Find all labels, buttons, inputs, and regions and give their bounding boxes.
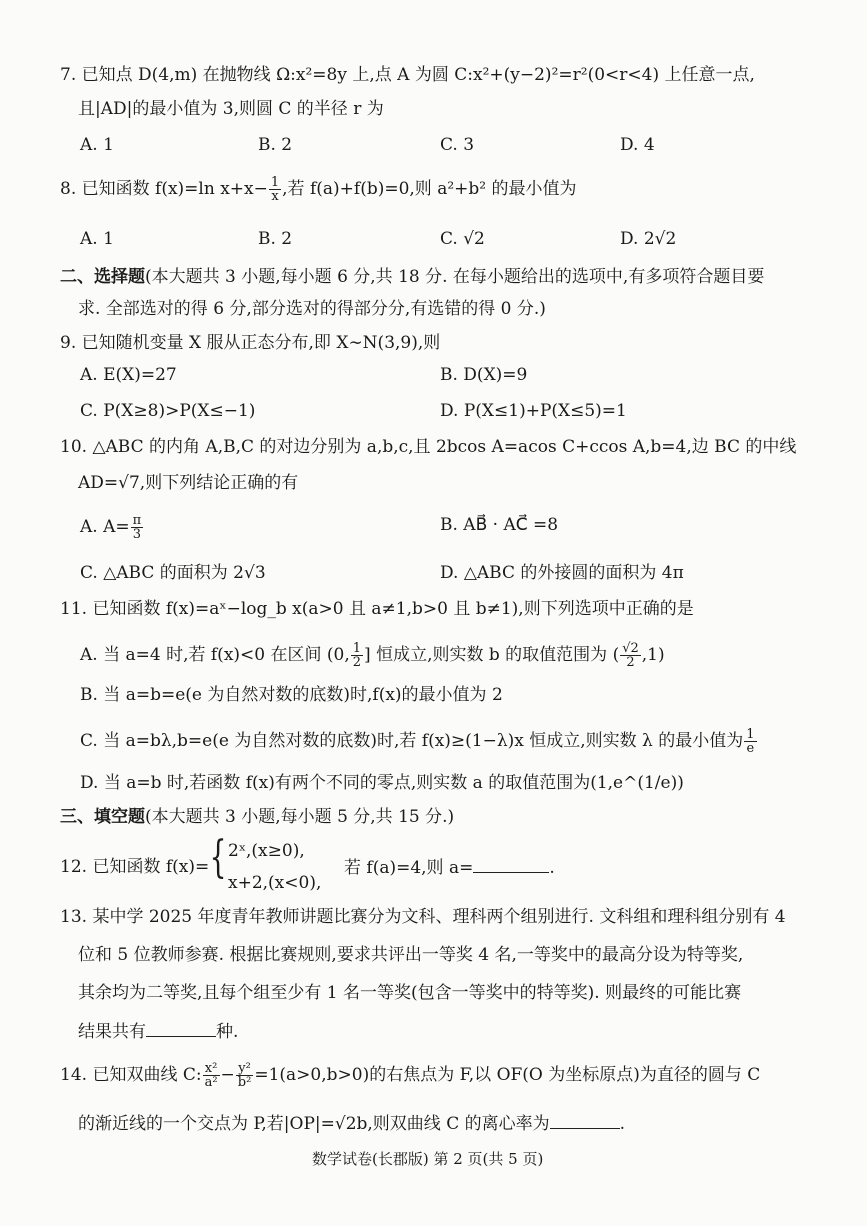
q10-option-a-den: 3	[132, 527, 142, 542]
q10-option-a-num: π	[132, 513, 142, 528]
section3-heading: 三、填空题	[60, 807, 145, 827]
q10-option-b: B. AB⃗ · AC⃗ =8	[440, 515, 559, 535]
q14-line2-prefix: 的渐近线的一个交点为 P,若|OP|=√2b,则双曲线 C 的离心率为	[78, 1114, 550, 1134]
page-footer: 数学试卷(长郡版) 第 2 页(共 5 页)	[312, 1150, 544, 1168]
q9-option-b: B. D(X)=9	[440, 365, 528, 385]
q11-option-a-frac1-num: 1	[352, 641, 362, 656]
q9-option-a: A. E(X)=27	[80, 365, 177, 385]
q7-option-a: A. 1	[80, 135, 114, 155]
q8-suffix: ,若 f(a)+f(b)=0,则 a²+b² 的最小值为	[282, 179, 577, 199]
q11-option-a-mid: ] 恒成立,则实数 b 的取值范围为 (	[364, 645, 620, 665]
q10-line2: AD=√7,则下列结论正确的有	[78, 473, 299, 493]
q10-option-c: C. △ABC 的面积为 2√3	[80, 563, 266, 583]
q14-line1	[60, 1062, 760, 1089]
q10-line1: 10. △ABC 的内角 A,B,C 的对边分别为 a,b,c,且 2bcos A=acos C+ccos A,b=4,边 BC 的中线	[60, 437, 797, 457]
q9-option-c: C. P(X≥8)>P(X≤−1)	[80, 401, 256, 421]
q12-suffix-line	[344, 856, 555, 879]
q8-fraction	[269, 176, 281, 203]
q14-minus: −	[220, 1065, 235, 1085]
q14-line1-suffix: =1(a>0,b>0)的右焦点为 F,以 OF(O 为坐标原点)为直径的圆与 C	[254, 1065, 761, 1085]
q11-option-a-frac2-den: 2	[626, 655, 635, 670]
section2-heading: 二、选择题	[60, 267, 145, 287]
q13-line2: 位和 5 位教师参赛. 根据比赛规则,要求共评出一等奖 4 名,一等奖中的最高分设为特等奖,	[78, 945, 744, 965]
q13-line1: 13. 某中学 2025 年度青年教师讲题比赛分为文科、理科两个组别进行. 文科组和理科组分别有 4	[60, 907, 786, 927]
q8-frac-num: 1	[270, 175, 280, 190]
q12-case1: 2ˣ,(x≥0),	[228, 841, 305, 861]
q13-line3: 其余均为二等奖,且每个组至少有 1 名一等奖(包含一等奖中的特等奖). 则最终的可能比赛	[78, 983, 742, 1003]
q8-option-a: A. 1	[80, 229, 114, 249]
q11-option-a-prefix: A. 当 a=4 时,若 f(x)<0 在区间 (0,	[80, 645, 350, 665]
q7-option-b: B. 2	[258, 135, 293, 155]
q11-option-c-fraction	[744, 728, 756, 755]
q12-answer-blank[interactable]	[473, 856, 549, 873]
q8-option-d: D. 2√2	[620, 229, 677, 249]
q11-stem: 11. 已知函数 f(x)=aˣ−log_b x(a>0 且 a≠1,b>0 且 b≠1),则下列选项中正确的是	[60, 599, 694, 619]
q14-frac2	[236, 1062, 254, 1089]
q14-frac1	[203, 1062, 220, 1089]
q11-option-a-frac1	[351, 642, 363, 669]
section2-line2: 求. 全部选对的得 6 分,部分选对的得部分分,有选错的得 0 分.)	[78, 299, 546, 319]
q10-option-a-fraction	[131, 514, 144, 541]
q7-line2: 且|AD|的最小值为 3,则圆 C 的半径 r 为	[78, 99, 384, 119]
q8-frac-den: x	[271, 189, 279, 204]
section2-line1	[60, 266, 764, 288]
section2-text1: (本大题共 3 小题,每小题 6 分,共 18 分. 在每小题给出的选项中,有多项符合题目要	[145, 267, 765, 287]
section3-text: (本大题共 3 小题,每小题 5 分,共 15 分.)	[145, 807, 455, 827]
q7-option-c: C. 3	[440, 135, 475, 155]
q12-prefix: 12. 已知函数 f(x)=	[60, 857, 210, 877]
q13-answer-blank[interactable]	[146, 1020, 216, 1037]
q8-option-c: C. √2	[440, 229, 485, 249]
q10-option-d: D. △ABC 的外接圆的面积为 4π	[440, 563, 684, 583]
q14-line2	[78, 1112, 625, 1135]
q11-option-a-suffix: ,1)	[641, 645, 665, 665]
q8-prefix: 8. 已知函数 f(x)=ln x+x−	[60, 179, 268, 199]
q9-stem: 9. 已知随机变量 X 服从正态分布,即 X∼N(3,9),则	[60, 333, 441, 353]
q12-suffix: 若 f(a)=4,则 a=	[344, 858, 474, 878]
q14-frac2-den: b²	[237, 1075, 252, 1090]
q11-option-c-den: e	[746, 741, 755, 756]
q10-option-a-prefix: A. A=	[80, 517, 130, 537]
q7-line1: 7. 已知点 D(4,m) 在抛物线 Ω:x²=8y 上,点 A 为圆 C:x²+(y−2)²=r²(0<r<4) 上任意一点,	[60, 65, 755, 85]
q12-brace: {	[209, 832, 227, 883]
q12-case2: x+2,(x<0),	[228, 873, 322, 893]
q8-stem	[60, 176, 577, 203]
q14-frac2-num: y²	[236, 1062, 254, 1076]
q11-option-c-num: 1	[746, 727, 755, 742]
q11-option-c	[80, 728, 758, 755]
q9-option-d: D. P(X≤1)+P(X≤5)=1	[440, 401, 627, 421]
q11-option-a	[80, 642, 665, 669]
q11-option-a-frac2	[620, 642, 641, 669]
q14-end: .	[619, 1114, 626, 1134]
q13-line4-suffix: 种.	[216, 1022, 239, 1042]
q14-answer-blank[interactable]	[550, 1112, 620, 1129]
q13-line4	[78, 1020, 238, 1043]
q14-frac1-num: x²	[203, 1062, 220, 1076]
q7-option-d: D. 4	[620, 135, 655, 155]
q11-option-a-frac1-den: 2	[352, 655, 362, 670]
q8-option-b: B. 2	[258, 229, 293, 249]
q12-end: .	[549, 858, 555, 878]
q11-option-b: B. 当 a=b=e(e 为自然对数的底数)时,f(x)的最小值为 2	[80, 685, 503, 705]
q11-option-c-prefix: C. 当 a=bλ,b=e(e 为自然对数的底数)时,若 f(x)≥(1−λ)x 恒成立,则实数 λ 的最小值为	[80, 731, 744, 751]
q13-line4-prefix: 结果共有	[78, 1022, 146, 1042]
q11-option-a-frac2-num: √2	[622, 641, 639, 656]
q14-prefix: 14. 已知双曲线 C:	[60, 1065, 202, 1085]
q14-frac1-den: a²	[204, 1075, 218, 1090]
section3-line	[60, 806, 454, 828]
q10-option-a	[80, 514, 144, 541]
q11-option-d: D. 当 a=b 时,若函数 f(x)有两个不同的零点,则实数 a 的取值范围为(1,e^(1/e))	[80, 773, 684, 793]
